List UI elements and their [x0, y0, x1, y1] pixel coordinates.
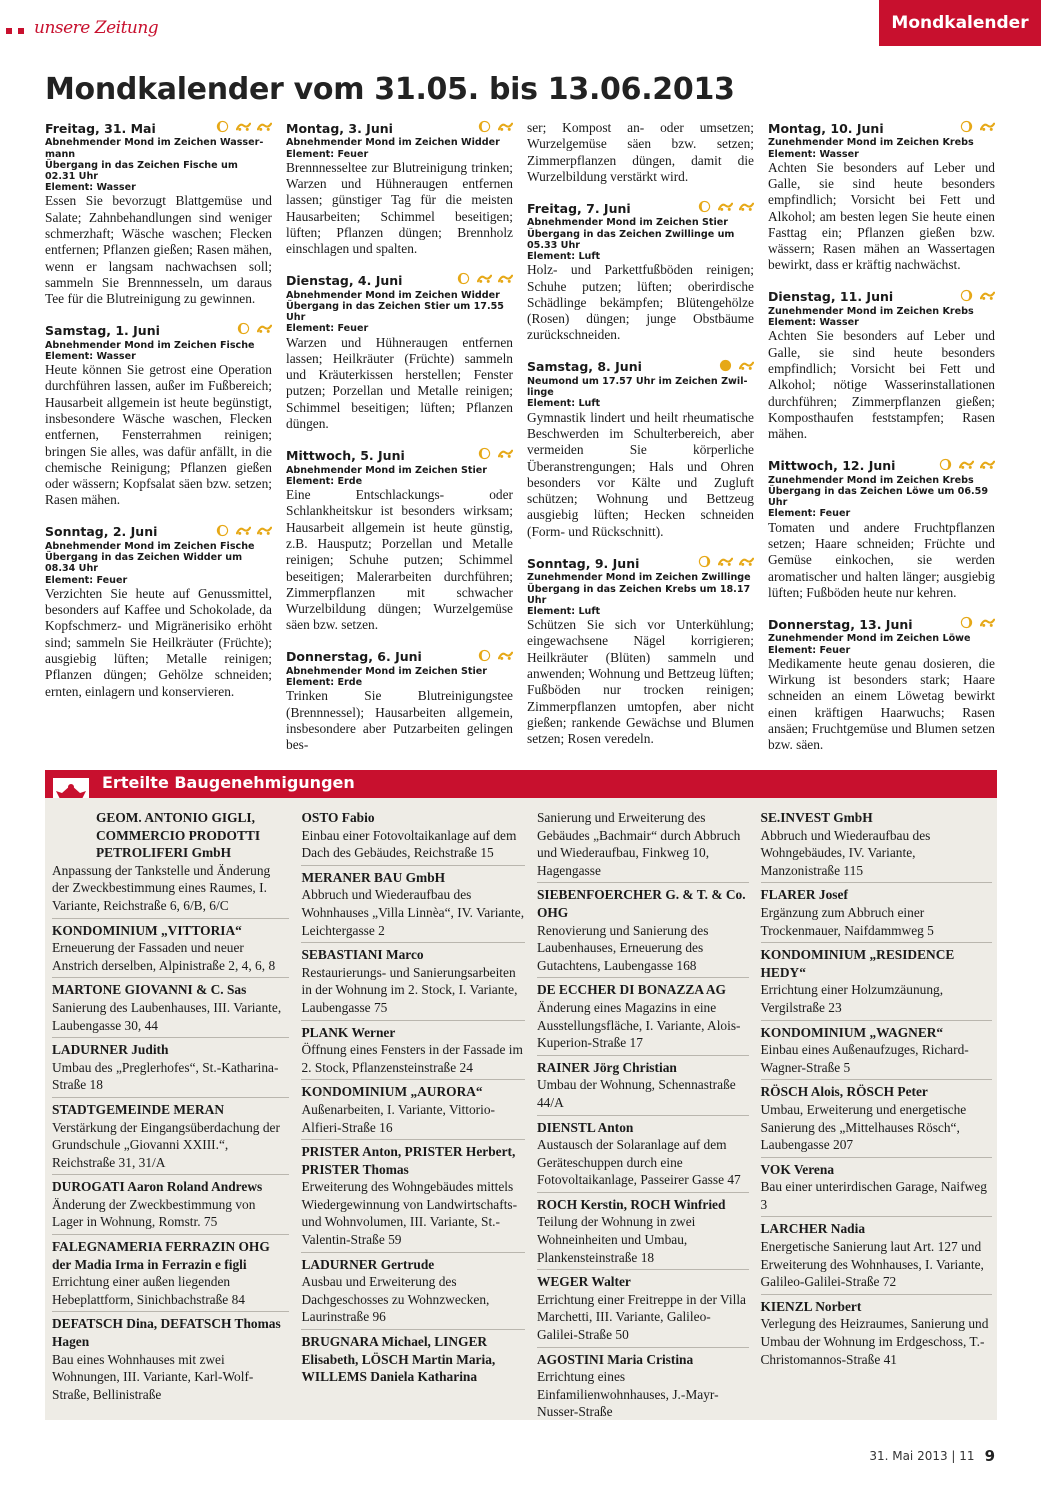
moon-day-entry: [768, 289, 995, 443]
moon-info-line: Übergang in das Zeichen Stier um 17.55: [286, 300, 504, 312]
permit-description: Sanierung des Laubenhauses, III. Variante, Laubengasse 30, 44: [52, 999, 282, 1033]
moon-info-line: Neumond um 17.57 Uhr im Zeichen Zwil-: [527, 376, 748, 388]
header-dots: [6, 28, 24, 34]
permit-item: [52, 808, 289, 919]
moon-info-line: Element: Erde: [286, 677, 363, 689]
permit-item: [537, 980, 749, 1055]
day-title: Dienstag, 11. Juni: [768, 289, 894, 305]
permit-description: Umbau des „Preglerhofes“, St.-Katharina-Straße 18: [52, 1059, 279, 1093]
permit-item: [537, 1272, 749, 1347]
permit-item: [537, 808, 749, 883]
aquarius-icon: [236, 120, 251, 137]
moon-calendar: [45, 120, 997, 769]
permit-applicant: KIENZL Norbert: [760, 1298, 862, 1314]
permit-description: Errichtung eines Einfamilienwohnhauses, J.-Mayr-Nusser-Straße: [536, 1369, 719, 1420]
moon-day-entry: [768, 120, 995, 274]
permit-description: Sanierung und Erweiterung des Gebäudes „Bachmair“ durch Abbruch und Wiederaufbau, Finkweg 10, Hagengasse: [536, 810, 741, 878]
day-advice: Warzen und Hühneraugen entfernen lassen; Heilkräuter (Früchte) sammeln und Kräuterkissen herstellen; Fenster putzen; Porzellan und Metalle reinigen; Schimmel beseitigen; lüften; Pflanzen düngen.: [286, 334, 513, 432]
moon-day-entry: [286, 447, 513, 633]
moon-info-line: Element: Feuer: [45, 574, 128, 586]
permit-description: Errichtung einer außen liegenden Hebeplattform, Sinichbachstraße 84: [52, 1274, 245, 1307]
waning-moon-icon: [697, 200, 712, 217]
day-title: Montag, 10. Juni: [768, 120, 884, 136]
permit-item: [301, 1142, 525, 1253]
leo-icon: [980, 458, 995, 475]
moon-day-entry: [527, 555, 754, 747]
entry-head: [286, 649, 513, 666]
moon-symbols: [456, 272, 513, 289]
moon-info-line: Abnehmender Mond im Zeichen Widder: [286, 289, 500, 301]
permit-item: [761, 1023, 992, 1081]
waxing-moon-icon: [959, 120, 974, 137]
permit-item: [537, 885, 749, 978]
waning-moon-icon: [236, 322, 251, 339]
day-advice: Tomaten und andere Fruchtpflanzen setzen; Haare schneiden; Früchte und Gemüse einkochen, sie werden aromatischer und halten länger; ausgiebig lüften; Fußböden heute nur kehren.: [768, 519, 995, 600]
permit-applicant: FLARER Josef: [760, 887, 848, 903]
moon-symbols: [236, 322, 272, 339]
moon-info-line: Uhr: [768, 497, 788, 509]
moon-day-entry: [45, 120, 272, 307]
permit-description: Abbruch und Wiederaufbau des Wohnhauses „Villa Linnèa“, IV. Variante, Leichtergasse 2: [301, 887, 525, 938]
aries-icon: [498, 120, 513, 137]
entry-head: [527, 200, 754, 217]
footer-date-issue: 31. Mai 2013 | 11: [869, 1449, 975, 1463]
moon-info-line: Element: Feuer: [768, 644, 851, 656]
permit-applicant: AGOSTINI Maria Cristina: [536, 1351, 694, 1367]
moon-symbols: [718, 359, 754, 376]
moon-symbols: [959, 120, 995, 137]
moon-info-line: Abnehmender Mond im Zeichen Wasser-: [45, 137, 264, 149]
moon-info-line: Element: Wasser: [45, 350, 136, 362]
permit-applicant: SE.INVEST GmbH: [760, 810, 873, 825]
gemini-icon: [739, 200, 754, 217]
permit-description: Einbau einer Fotovoltaikanlage auf dem Dach des Gebäudes, Reichstraße 15: [301, 827, 517, 861]
moon-info-line: Übergang in das Zeichen Zwillinge um: [527, 228, 735, 240]
waning-moon-icon: [215, 120, 230, 137]
permit-applicant: FALEGNAMERIA FERRAZIN OHG der Madia Irma in Ferrazin e figli: [52, 1239, 270, 1272]
permit-item: [301, 808, 525, 866]
moon-day-entry: [286, 120, 513, 257]
page-title: Mondkalender vom 31.05. bis 13.06.2013: [45, 72, 735, 107]
moon-info-line: Zunehmender Mond im Zeichen Krebs: [768, 306, 974, 318]
permit-item: [537, 1058, 749, 1116]
permit-item: [52, 1177, 289, 1235]
permit-applicant: DIENSTL Anton: [536, 1119, 634, 1135]
pisces-icon: [257, 322, 272, 339]
permit-applicant: STADTGEMEINDE MERAN: [52, 1101, 224, 1117]
moon-info-line: Übergang in das Zeichen Widder um: [45, 552, 243, 564]
moon-info-line: 08.34 Uhr: [45, 563, 99, 575]
waxing-moon-icon: [959, 616, 974, 633]
moon-symbols: [697, 555, 754, 572]
permit-item: [52, 1100, 289, 1175]
day-advice: Schützen Sie sich vor Unterkühlung; eingewachsene Nägel korrigieren; Heilkräuter (Blüten) sammeln und anwenden; Wohnung und Bettzeug lüften; Fußböden nur trocken reinigen; Zimmerpflanzen umtopfen, aber nicht gießen; rankende Gewächse und Blumen setzen; Rosen veredeln.: [527, 617, 754, 747]
permit-description: Bau eines Wohnhauses mit zwei Wohnungen, III. Variante, Karl-Wolf-Straße, Bellinistraße: [52, 1351, 254, 1402]
moon-info-line: Element: Feuer: [286, 323, 369, 335]
permit-item: [537, 1195, 749, 1270]
permit-item: [301, 1023, 525, 1081]
moon-info-line: Element: Feuer: [768, 508, 851, 520]
taurus-icon: [498, 649, 513, 666]
day-advice: Brennnesseltee zur Blutreinigung trinken; Warzen und Hühneraugen entfernen lassen; günstiger Tag für die meisten Hausarbeiten; Schimmel beseitigen; lüften; Pflanzen düngen; Brennholz einschlagen und spalten.: [286, 159, 513, 257]
moon-day-entry: [45, 524, 272, 700]
permit-applicant: LARCHER Nadia: [760, 1221, 866, 1237]
permit-item: [52, 980, 289, 1038]
day-title: Dienstag, 4. Juni: [286, 273, 403, 289]
moon-symbols: [959, 289, 995, 306]
moon-info-line: Abnehmender Mond im Zeichen Widder: [286, 137, 500, 149]
permit-applicant: PLANK Werner: [301, 1024, 396, 1040]
moon-day-entry: [527, 359, 754, 540]
permit-item: [761, 1082, 992, 1157]
permit-item: [52, 1237, 289, 1312]
day-advice: Verzichten Sie heute auf Genussmittel, besonders auf Kaffee und Schokolade, da Kopfschmerz- und Migränerisiko erhöht sind; sammeln Sie Heilkräuter (Früchte); ausgiebig lüften; Metalle reinigen; Pflanzen düngen; Gehölze schneiden; ernten, einlagern und konservieren.: [45, 585, 272, 699]
moon-info-line: Abnehmender Mond im Zeichen Fische: [45, 339, 255, 351]
leo-icon: [980, 616, 995, 633]
permit-column: [761, 808, 992, 1426]
moon-symbols: [697, 200, 754, 217]
permit-description: Austausch der Solaranlage auf dem Geräteschuppen durch eine Fotovoltaikanlage, Passeirer Gasse 47: [536, 1137, 741, 1188]
waxing-moon-icon: [938, 458, 953, 475]
day-title: Samstag, 1. Juni: [45, 323, 160, 339]
section-tab: Mondkalender: [879, 0, 1041, 46]
moon-day-entry: [527, 200, 754, 344]
entry-head: [45, 524, 272, 541]
entry-head: [45, 120, 272, 137]
permit-item: [301, 1082, 525, 1140]
moon-info-line: 02.31 Uhr: [45, 170, 99, 182]
day-title: Freitag, 31. Mai: [45, 120, 156, 136]
gemini-icon: [718, 555, 733, 572]
moon-info-line: Abnehmender Mond im Zeichen Stier: [527, 217, 729, 229]
permit-item: [301, 1332, 525, 1389]
permit-description: Errichtung einer Holzumzäunung, Vergilstraße 23: [760, 982, 944, 1015]
moon-day-entry: [286, 649, 513, 754]
entry-head: [527, 555, 754, 572]
cancer-icon: [980, 289, 995, 306]
waning-moon-icon: [477, 649, 492, 666]
day-title: Sonntag, 9. Juni: [527, 555, 640, 571]
permit-item: [301, 1255, 525, 1330]
waning-moon-icon: [215, 524, 230, 541]
permit-item: [537, 1118, 749, 1193]
day-advice: Medikamente heute genau dosieren, die Wirkung ist besonders stark; Haare schneiden an einem Löwetag bewirkt einen kräftigen Haarwuchs; Rasen ansäen; Fruchtgemüse und Blumen setzen bzw. säen.: [768, 655, 995, 753]
moon-info-line: Element: Wasser: [768, 317, 859, 329]
permit-column: [301, 808, 525, 1426]
permit-applicant: KONDOMINIUM „VITTORIA“: [52, 922, 242, 938]
day-title: Samstag, 8. Juni: [527, 359, 642, 375]
permit-description: Erneuerung der Fassaden und neuer Anstrich derselben, Alpinistraße 2, 4, 6, 8: [52, 940, 276, 973]
permit-item: [761, 1160, 992, 1218]
permit-applicant: VOK Verena: [760, 1161, 835, 1177]
moon-info-line: Übergang in das Zeichen Krebs um 18.17: [527, 583, 751, 595]
permit-description: Teilung der Wohnung in zwei Wohneinheiten und Umbau, Plankensteinstraße 18: [536, 1214, 696, 1265]
entry-head: [286, 447, 513, 464]
permit-applicant: PRISTER Anton, PRISTER Herbert, PRISTER Thomas: [301, 1144, 516, 1177]
moon-column: [45, 120, 272, 769]
waning-moon-icon: [456, 272, 471, 289]
moon-column: [527, 120, 754, 769]
pisces-icon: [236, 524, 251, 541]
permit-description: Errichtung einer Freitreppe in der Villa Marchetti, III. Variante, Galileo-Galilei-Straße 50: [536, 1291, 747, 1343]
day-title: Sonntag, 2. Juni: [45, 524, 158, 540]
day-advice: Trinken Sie Blutreinigungstee (Brennnessel); Hausarbeiten allgemein, insbesondere aber Putzarbeiten gelingen bes-: [286, 688, 513, 753]
entry-head: [527, 359, 754, 376]
permit-description: Ergänzung zum Abbruch einer Trockenmauer, Naifdammweg 5: [760, 904, 934, 938]
brand-logo: unsere Zeitung: [34, 18, 159, 38]
permit-description: Erweiterung des Wohngebäudes mittels Wiedergewinnung von Landwirtschafts- und Wohnvolumen, III. Variante, St.-Valentin-Straße 59: [301, 1179, 518, 1248]
day-advice: Holz- und Parkettfußböden reinigen; Schuhe putzen; lüften; oberirdische Schädlinge bekämpfen; Blütengehölze (Rosen) düngen; junge Obstbäume zurückschneiden.: [527, 262, 754, 343]
taurus-icon: [498, 272, 513, 289]
permit-applicant: GEOM. ANTONIO GIGLI, COMMERCIO PRODOTTI PETROLIFERI GmbH: [96, 810, 261, 861]
moon-info-line: mann: [45, 148, 76, 160]
moon-symbols: [477, 649, 513, 666]
moon-info-line: Element: Luft: [527, 605, 601, 617]
page-footer: [869, 1447, 995, 1465]
moon-day-entry: [768, 616, 995, 753]
permit-item: [52, 1040, 289, 1098]
new-moon-icon: [718, 359, 733, 376]
moon-day-entry: [527, 120, 754, 185]
taurus-icon: [718, 200, 733, 217]
moon-info-line: Uhr: [527, 594, 547, 606]
cancer-icon: [959, 458, 974, 475]
moon-symbols: [959, 616, 995, 633]
moon-info-line: Element: Wasser: [768, 148, 859, 160]
permit-applicant: MERANER BAU GmbH: [301, 869, 446, 885]
permit-applicant: DE ECCHER DI BONAZZA AG: [536, 982, 726, 998]
moon-day-entry: [45, 322, 272, 508]
cancer-icon: [980, 120, 995, 137]
moon-info-line: Element: Luft: [527, 251, 601, 263]
entry-head: [768, 289, 995, 306]
entry-head: [768, 458, 995, 475]
permit-applicant: KONDOMINIUM „AURORA“: [301, 1084, 483, 1100]
moon-column: [768, 120, 995, 769]
permit-description: Außenarbeiten, I. Variante, Vittorio-Alfieri-Straße 16: [301, 1101, 496, 1135]
permit-item: [761, 808, 992, 883]
entry-head: [768, 120, 995, 137]
permit-description: Umbau der Wohnung, Schennastraße 44/A: [536, 1077, 736, 1110]
moon-info-line: Übergang in das Zeichen Löwe um 06.59: [768, 486, 988, 498]
moon-info-line: Element: Wasser: [45, 182, 136, 194]
permit-column: [537, 808, 749, 1426]
moon-info-line: Element: Erde: [286, 475, 363, 487]
moon-symbols: [215, 120, 272, 137]
aries-icon: [257, 524, 272, 541]
permit-applicant: KONDOMINIUM „WAGNER“: [760, 1024, 944, 1040]
moon-info-line: Uhr: [286, 312, 306, 324]
page-number: 9: [984, 1447, 995, 1465]
day-advice: Gymnastik lindert und heilt rheumatische Beschwerden im Schulterbereich, aber vermeiden Sie körperliche Überanstrengungen; Hals und Ohren besonders vor Kälte und Zugluft schützen; Wohnung und Bettzeug ausgiebig lüften; Hecken schneiden (Form- und Rückschnitt).: [527, 409, 754, 539]
permit-description: Abbruch und Wiederaufbau des Wohngebäudes, IV. Variante, Manzonistraße 115: [760, 827, 931, 878]
permit-description: Ausbau und Erweiterung des Dachgeschosses zu Wohnzwecken, Laurinstraße 96: [301, 1274, 490, 1325]
day-title: Mittwoch, 12. Juni: [768, 458, 896, 474]
permit-description: Änderung eines Magazins in eine Ausstellungsfläche, I. Variante, Alois-Kuperion-Straße 17: [536, 999, 741, 1051]
moon-info-line: Zunehmender Mond im Zeichen Krebs: [768, 474, 974, 486]
permit-applicant: LADURNER Judith: [52, 1042, 169, 1058]
permit-description: Änderung der Zweckbestimmung von Lager in Wohnung, Romstr. 75: [52, 1196, 256, 1230]
moon-info-line: Element: Feuer: [286, 148, 369, 160]
moon-info-line: Abnehmender Mond im Zeichen Fische: [45, 541, 255, 553]
permit-applicant: LADURNER Gertrude: [301, 1256, 435, 1272]
day-advice: Eine Entschlackungs- oder Schlankheitskur ist besonders wirksam; Hausarbeit allgemein ist heute günstig, z.B. Hausputz; Porzellan und Metalle reinigen; Schuhe putzen; Schimmel beseitigen; Malerarbeiten durchführen; Zimmerpflanzen mit schwacher Wurzelbildung düngen; Wurzelgemüse säen bzw. setzen.: [286, 487, 513, 633]
permit-applicant: SEBASTIANI Marco: [301, 947, 424, 963]
permit-applicant: ROCH Kerstin, ROCH Winfried: [536, 1196, 726, 1212]
day-title: Freitag, 7. Juni: [527, 200, 631, 216]
permit-item: [761, 945, 992, 1020]
day-advice: Essen Sie bevorzugt Blattgemüse und Salate; Zahnbehandlungen sind weniger schmerzhaft; Wäsche waschen; Flecken entfernen; Pflanzen gießen; Rasen mähen, wenn er langsam nachwachsen soll; sammeln Sie Brennnesseln, um daraus Tee für die Blutreinigung zu gewinnen.: [45, 193, 272, 307]
permit-applicant: MARTONE GIOVANNI & C. Sas: [52, 982, 247, 998]
waxing-moon-icon: [959, 289, 974, 306]
permit-description: Restaurierungs- und Sanierungsarbeiten in der Wohnung im 2. Stock, I. Variante, Laubengasse 75: [301, 964, 518, 1015]
day-advice: Heute können Sie getrost eine Operation durchführen lassen, außer im Fußbereich; Hausarbeit allgemein ist heute begünstigt, insbesondere Wäsche waschen, Flecken entfernen, Fensterrahmen reinigen; bringen Sie alles, was dafür anfällt, in die chemische Reinigung; Pflanzen gießen oder wässern; Kopfsalat säen bzw. setzen; Rasen mähen.: [45, 362, 272, 508]
moon-symbols: [938, 458, 995, 475]
day-title: Montag, 3. Juni: [286, 120, 393, 136]
permit-description: Öffnung eines Fensters in der Fassade im 2. Stock, Pflanzensteinstraße 24: [301, 1042, 523, 1075]
permit-applicant: OSTO Fabio: [301, 810, 375, 825]
aries-icon: [477, 272, 492, 289]
permit-applicant: SIEBENFOERCHER G. & T. & Co. OHG: [536, 887, 746, 920]
permit-description: Umbau, Erweiterung und energetische Sanierung des „Mittelhauses Rösch“, Laubengasse 207: [760, 1101, 967, 1153]
moon-info-line: 05.33 Uhr: [527, 239, 581, 251]
day-title: Mittwoch, 5. Juni: [286, 448, 405, 464]
taurus-icon: [498, 447, 513, 464]
moon-symbols: [215, 524, 272, 541]
permit-applicant: BRUGNARA Michael, LINGER Elisabeth, LÖSCH Martin Maria, WILLEMS Daniela Katharina: [301, 1334, 496, 1385]
permit-item: [761, 1219, 992, 1294]
moon-info-line: Abnehmender Mond im Zeichen Stier: [286, 464, 488, 476]
permit-applicant: RÖSCH Alois, RÖSCH Peter: [760, 1084, 928, 1100]
moon-info-line: Abnehmender Mond im Zeichen Stier: [286, 666, 488, 678]
day-advice: ser; Kompost an- oder umsetzen; Wurzelgemüse säen bzw. setzen; Zimmerpflanzen düngen, damit die Wurzelbildung verstärkt wird.: [527, 120, 754, 184]
day-advice: Achten Sie besonders auf Leber und Galle, sie sind heute besonders empfindlich; Vorsicht bei Fett und Alkohol; nötige Wasserinstallationen durchführen; Zimmerpflanzen gießen; Komposthaufen feststampfen; Rasen mähen.: [768, 328, 995, 442]
moon-day-entry: [768, 458, 995, 602]
permit-description: Verlegung des Heizraumes, Sanierung und Umbau der Wohnung im Erdgeschoss, T.-Christomannos-Straße 41: [760, 1316, 989, 1367]
waxing-moon-icon: [697, 555, 712, 572]
permit-item: [761, 1297, 992, 1371]
day-advice: Achten Sie besonders auf Leber und Galle, sie sind heute besonders empfindlich; Vorsicht bei Fett und Alkohol; am besten legen Sie heute einen Fasttag ein; Pflanzen gießen bzw. wässern; Rasen mähen an Wassertagen bewirkt, dass er kräftig nachwächst.: [768, 159, 995, 273]
permit-item: [537, 1350, 749, 1424]
permit-column: [52, 808, 289, 1426]
permits-title: Erteilte Baugenehmigungen: [102, 773, 355, 792]
moon-day-entry: [286, 272, 513, 432]
waning-moon-icon: [477, 120, 492, 137]
permit-item: [761, 885, 992, 943]
moon-column: [286, 120, 513, 769]
moon-info-line: Zunehmender Mond im Zeichen Löwe: [768, 633, 971, 645]
entry-head: [286, 120, 513, 137]
pisces-icon: [257, 120, 272, 137]
permit-applicant: WEGER Walter: [536, 1274, 631, 1290]
permit-item: [52, 1314, 289, 1406]
entry-head: [45, 322, 272, 339]
permit-applicant: KONDOMINIUM „RESIDENCE HEDY“: [760, 947, 955, 980]
permit-description: Einbau eines Außenaufzuges, Richard-Wagner-Straße 5: [760, 1042, 969, 1075]
day-title: Donnerstag, 6. Juni: [286, 649, 422, 665]
day-title: Donnerstag, 13. Juni: [768, 616, 913, 632]
cancer-icon: [739, 555, 754, 572]
permit-applicant: DEFATSCH Dina, DEFATSCH Thomas Hagen: [52, 1316, 281, 1350]
permit-description: Verstärkung der Eingangsüberdachung der Grundschule „Giovanni XXIII.“, Reichstraße 31, 31/A: [52, 1119, 280, 1170]
entry-head: [286, 272, 513, 289]
moon-info-line: Zunehmender Mond im Zeichen Zwillinge: [527, 572, 751, 584]
permit-item: [52, 921, 289, 979]
permit-description: Bau einer unterirdischen Garage, Naifweg 3: [760, 1179, 987, 1212]
permit-item: [301, 868, 525, 943]
entry-head: [768, 616, 995, 633]
permit-description: Energetische Sanierung laut Art. 127 und Erweiterung des Wohnhauses, I. Variante, Galileo-Galilei-Straße 72: [760, 1239, 984, 1290]
moon-symbols: [477, 120, 513, 137]
gemini-icon: [739, 359, 754, 376]
permit-applicant: RAINER Jörg Christian: [536, 1059, 677, 1075]
moon-symbols: [477, 447, 513, 464]
moon-info-line: linge: [527, 387, 554, 399]
permit-item: [301, 945, 525, 1020]
moon-info-line: Zunehmender Mond im Zeichen Krebs: [768, 137, 974, 149]
moon-info-line: Element: Luft: [527, 398, 601, 410]
waning-moon-icon: [477, 447, 492, 464]
moon-info-line: Übergang in das Zeichen Fische um: [45, 159, 238, 171]
permit-applicant: DUROGATI Aaron Roland Andrews: [52, 1179, 263, 1195]
permit-description: Anpassung der Tankstelle und Änderung der Zweckbestimmung eines Raumes, I. Variante, Reichstraße 6, 6/B, 6/C: [52, 862, 271, 913]
permits-list: [52, 808, 992, 1426]
permit-description: Renovierung und Sanierung des Laubenhauses, Erneuerung des Gutachtens, Laubengasse 168: [536, 922, 709, 973]
